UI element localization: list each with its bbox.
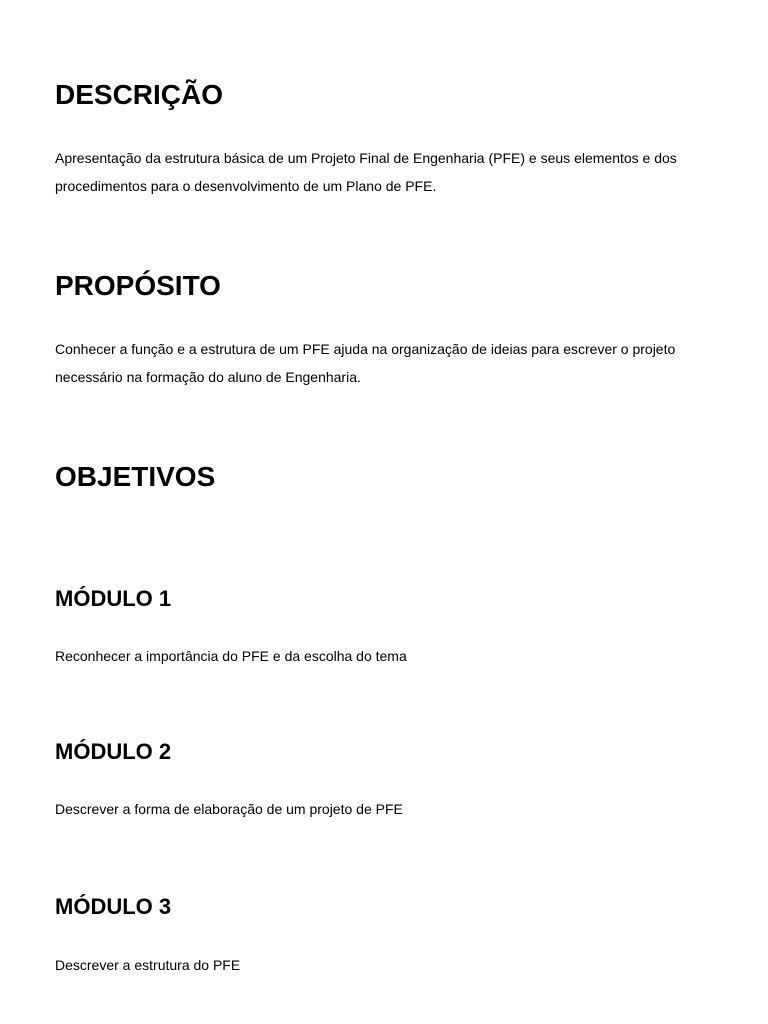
module-title-1: MÓDULO 1 (55, 586, 172, 611)
module-title-2: MÓDULO 2 (55, 739, 172, 764)
module-text-2: Descrever a forma de elaboração de um projeto de PFE (55, 801, 403, 817)
section-title-objetivos: OBJETIVOS (55, 461, 216, 492)
section-text-proposito: Conhecer a função e a estrutura de um PFE ajuda na organização de ideias para escrever o projeto necessário na formação do aluno de Engenharia. (55, 341, 676, 385)
section-text-descricao: Apresentação da estrutura básica de um Projeto Final de Engenharia (PFE) e seus elementos e dos procedimentos para o desenvolvimento de um Plano de PFE. (55, 150, 677, 194)
section-title-descricao: DESCRIÇÃO (55, 79, 224, 110)
module-title-3: MÓDULO 3 (55, 894, 172, 919)
section-title-proposito: PROPÓSITO (55, 270, 221, 301)
module-text-1: Reconhecer a importância do PFE e da escolha do tema (55, 648, 407, 664)
module-text-3: Descrever a estrutura do PFE (55, 957, 241, 973)
